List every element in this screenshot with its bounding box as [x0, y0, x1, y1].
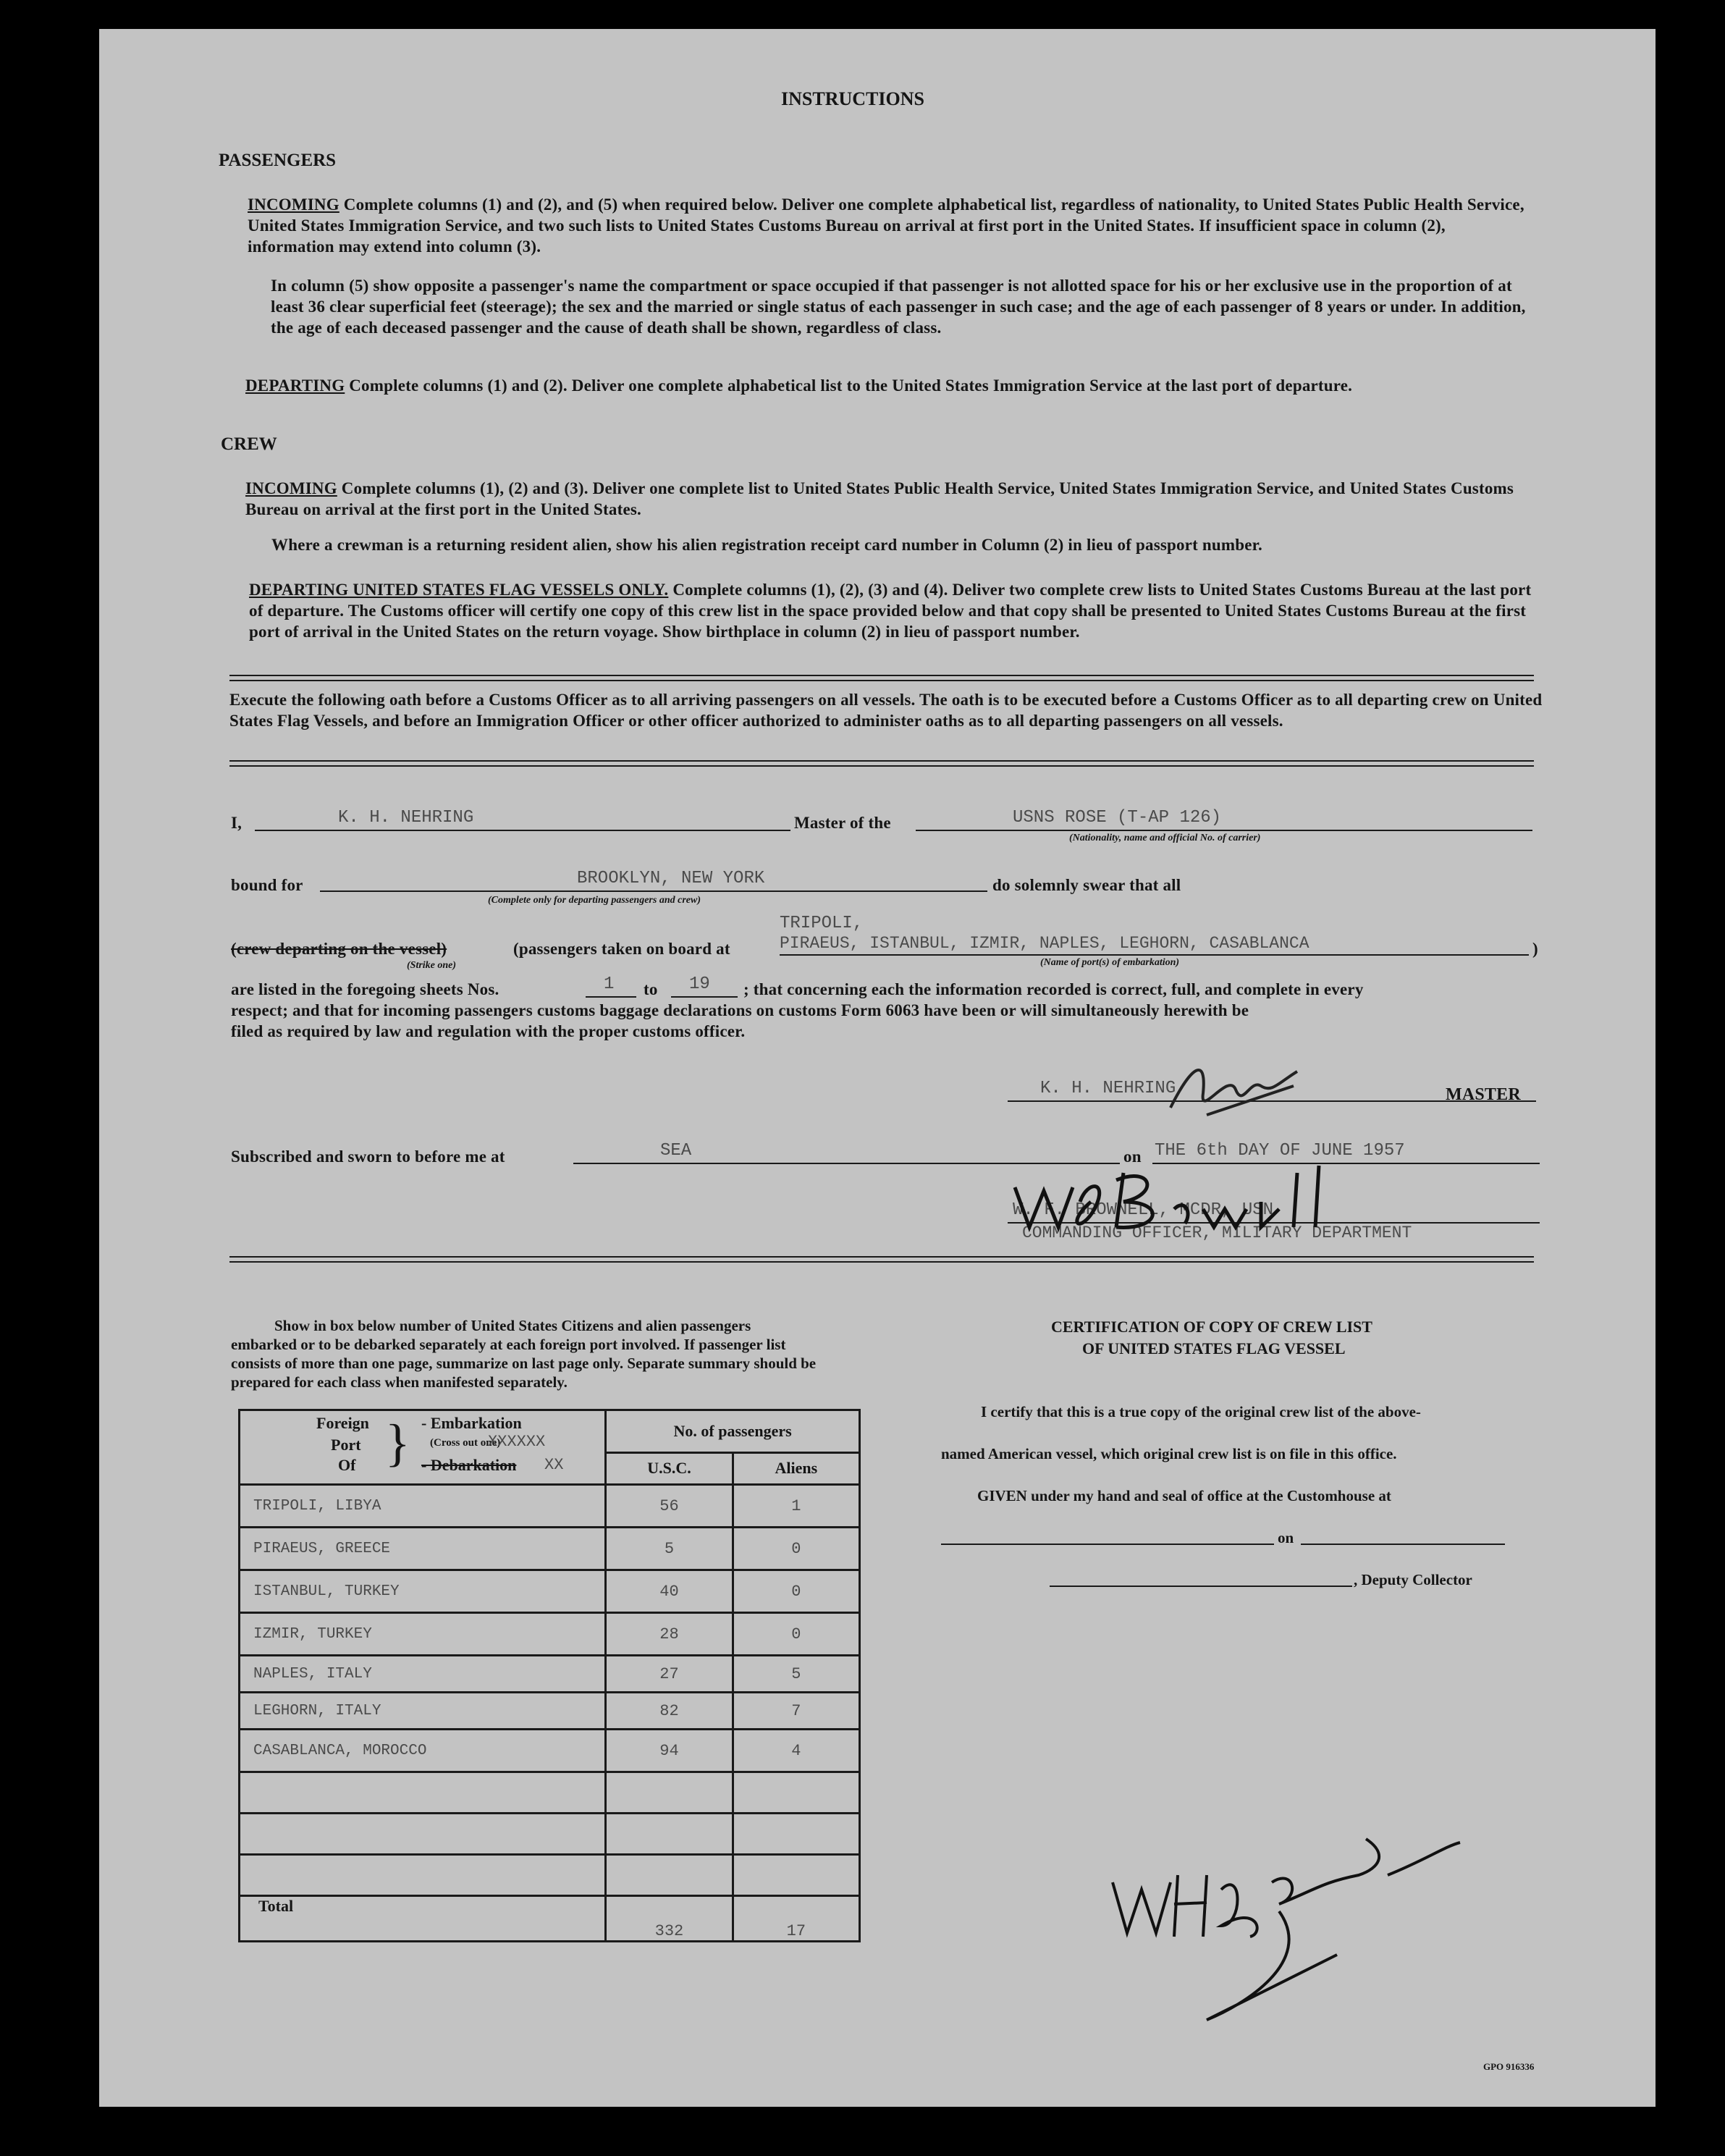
- sworn-date: THE 6th DAY OF JUNE 1957: [1155, 1141, 1405, 1161]
- summary-usc-cell: 40: [606, 1570, 733, 1613]
- summary-aliens-cell: 0: [733, 1613, 859, 1656]
- divider: [229, 760, 1534, 767]
- passengers-departing-text: Complete columns (1) and (2). Deliver one complete alphabetical list to the United States Immigration Service at the last port of departure.: [349, 376, 1353, 395]
- bound-for-label: bound for: [231, 876, 303, 894]
- xx-mark-2: XX: [544, 1456, 564, 1474]
- crew-resident: Where a crewman is a returning resident alien, show his alien registration receipt card number in Column (2) in lieu of passport number.: [271, 536, 1262, 554]
- summary-usc-cell: 82: [606, 1693, 733, 1730]
- cert-title-1: CERTIFICATION OF COPY OF CREW LIST: [1051, 1318, 1372, 1336]
- col-foreign: Foreign: [316, 1414, 369, 1432]
- summary-instructions: Show in box below number of United States Citizens and alien passengers embarked or to be debarked separately at each foreign port involved. If passenger list consists of more than one page, summarize on last page only. Separate summary should be prepared for each class when manifested separately.: [231, 1317, 817, 1391]
- col-port: Port: [331, 1436, 361, 1454]
- cert-line-2: named American vessel, which original crew list is on file in this office.: [941, 1445, 1397, 1462]
- crew-departing: [249, 579, 1534, 642]
- officer-signature: [1008, 1158, 1384, 1238]
- cert-place-line: [941, 1544, 1274, 1545]
- vessel-caption: (Nationality, name and official No. of carrier): [1069, 833, 1261, 843]
- summary-usc-cell: 56: [606, 1485, 733, 1528]
- crew-departing-label: DEPARTING UNITED STATES FLAG VESSELS ONLY.: [249, 581, 669, 599]
- brace: }: [385, 1414, 410, 1472]
- sheet-to: 19: [689, 974, 710, 994]
- officer-title: COMMANDING OFFICER, MILITARY DEPARTMENT: [1022, 1224, 1412, 1242]
- total-row: [240, 1896, 860, 1942]
- summary-aliens-cell: 0: [733, 1528, 859, 1570]
- summary-aliens-cell: 5: [733, 1656, 859, 1693]
- table-row: [240, 1485, 860, 1528]
- strike-caption: (Strike one): [407, 960, 457, 971]
- table-cell: [240, 1814, 606, 1855]
- passengers-col5: In column (5) show opposite a passenger's name the compartment or space occupied if that passenger is not allotted space for his or her exclusive use in the proportion of at least 36 clear superficial feet (steerage); the sex and the married or single status of each passenger in such case; and the age of each passenger of 8 years or under. In addition, the age of each deceased passenger and the cause of death shall be shown, regardless of class.: [271, 277, 1526, 337]
- cert-date-line: [1301, 1544, 1505, 1545]
- col-of: Of: [338, 1456, 356, 1474]
- cross-out-label: (Cross out one): [430, 1437, 501, 1449]
- master-label: MASTER: [1446, 1085, 1521, 1104]
- table-row: [240, 1772, 860, 1814]
- customs-signature: [1098, 1795, 1475, 2027]
- crew-heading: CREW: [221, 434, 277, 454]
- crew-incoming-label: INCOMING: [245, 479, 337, 497]
- sheet-from: 1: [604, 974, 615, 994]
- table-cell: [606, 1855, 733, 1896]
- sheets-line3: filed as required by law and regulation with the proper customs officer.: [231, 1022, 746, 1040]
- swear-label: do solemnly swear that all: [992, 876, 1181, 894]
- vessel-name: USNS ROSE (T-AP 126): [1013, 808, 1222, 828]
- summary-usc-cell: 27: [606, 1656, 733, 1693]
- crew-incoming-text: Complete columns (1), (2) and (3). Deliver one complete list to United States Public Health Service, United States Immigration Service, and United States Customs Bureau on arrival at the first port in the United States.: [245, 479, 1514, 518]
- deputy-label: , Deputy Collector: [1354, 1571, 1472, 1588]
- vessel-line: [916, 830, 1532, 831]
- table-cell: [733, 1772, 859, 1814]
- to-label: to: [644, 980, 658, 998]
- total-label: Total: [240, 1896, 606, 1942]
- summary-port-cell: TRIPOLI, LIBYA: [240, 1485, 606, 1528]
- table-cell: [606, 1814, 733, 1855]
- master-sig-name: K. H. NEHRING: [1040, 1079, 1176, 1098]
- table-row: [240, 1656, 860, 1693]
- crew-incoming: [245, 478, 1530, 520]
- passengers-departing: [245, 375, 1538, 396]
- summary-aliens-cell: 4: [733, 1730, 859, 1772]
- table-header-port: [240, 1410, 606, 1485]
- bound-for-line: [320, 890, 987, 892]
- summary-port-cell: LEGHORN, ITALY: [240, 1693, 606, 1730]
- passengers-incoming-text: Complete columns (1) and (2), and (5) when required below. Deliver one complete alphabetical list, regardless of nationality, to United States Public Health Service, United States Immigration Service, and two such lists to United States Customs Bureau on arrival at first port in the United States. If insufficient space in column (2), information may extend into column (3).: [248, 195, 1524, 256]
- oath-intro: Execute the following oath before a Customs Officer as to all arriving passengers on all vessels. The oath is to be executed before a Customs Officer as to all departing crew on United States Flag Vessels, and before an Immigration Officer or other officer authorized to administer oaths as to all departing passengers on all vessels.: [229, 691, 1543, 730]
- summary-usc-cell: 94: [606, 1730, 733, 1772]
- document-sheet: [99, 29, 1656, 2107]
- summary-port-cell: CASABLANCA, MOROCCO: [240, 1730, 606, 1772]
- sheets-prefix: are listed in the foregoing sheets Nos.: [231, 980, 499, 998]
- sheet-to-line: [671, 996, 738, 998]
- aliens-header: Aliens: [733, 1452, 859, 1484]
- page-title: INSTRUCTIONS: [781, 88, 924, 109]
- summary-port-cell: PIRAEUS, GREECE: [240, 1528, 606, 1570]
- master-name: K. H. NEHRING: [338, 808, 474, 828]
- officer-name: W. F. BROWNELL, MCDR, USN: [1013, 1200, 1274, 1220]
- passengers-incoming: [248, 194, 1536, 257]
- port-tripoli: TRIPOLI,: [780, 914, 864, 933]
- table-cell: [606, 1772, 733, 1814]
- summary-usc-cell: 28: [606, 1613, 733, 1656]
- master-signature: [1163, 1050, 1308, 1129]
- master-name-line: [255, 830, 790, 831]
- on-label: on: [1123, 1148, 1142, 1166]
- summary-aliens-cell: 7: [733, 1693, 859, 1730]
- bound-for: BROOKLYN, NEW YORK: [577, 869, 765, 888]
- sheets-line2: respect; and that for incoming passengers customs baggage declarations on customs Form 6063 have been or will simultaneously herewith be: [231, 1001, 1249, 1019]
- cert-title-2: OF UNITED STATES FLAG VESSEL: [1082, 1339, 1346, 1357]
- ports-line: [780, 954, 1529, 956]
- cert-on-label: on: [1278, 1529, 1294, 1546]
- summary-port-cell: IZMIR, TURKEY: [240, 1613, 606, 1656]
- no-passengers-header: No. of passengers: [606, 1410, 860, 1453]
- oath-i-label: I,: [231, 814, 242, 832]
- subscribed-label: Subscribed and sworn to before me at: [231, 1148, 505, 1166]
- total-usc: 332: [606, 1896, 733, 1942]
- debarkation-label: - Debarkation: [421, 1456, 517, 1474]
- cert-line-3: GIVEN under my hand and seal of office at the Customhouse at: [977, 1487, 1391, 1504]
- bound-caption: (Complete only for departing passengers and crew): [488, 895, 701, 906]
- summary-usc-cell: 5: [606, 1528, 733, 1570]
- passengers-heading: PASSENGERS: [219, 151, 337, 170]
- divider: [229, 675, 1534, 681]
- cert-line-1: I certify that this is a true copy of the original crew list of the above-: [981, 1403, 1421, 1420]
- footer-code: GPO 916336: [1483, 2061, 1535, 2072]
- passengers-taken: (passengers taken on board at: [513, 940, 730, 958]
- ports-caption: (Name of port(s) of embarkation): [1040, 957, 1180, 968]
- divider: [229, 1256, 1534, 1263]
- usc-header: U.S.C.: [606, 1452, 733, 1484]
- sheet-from-line: [586, 996, 636, 998]
- table-row: [240, 1814, 860, 1855]
- crew-departing-text: Complete columns (1), (2), (3) and (4). Deliver two complete crew lists to United States Customs Bureau at the last port of departure. The Customs officer will certify one copy of this crew list in the space provided below and that copy shall be presented to United States Customs Bureau at the first port of arrival in the United States on the return voyage. Show birthplace in column (2) in lieu of passport number.: [249, 581, 1532, 641]
- total-aliens: 17: [733, 1896, 859, 1942]
- sheets-suffix: ; that concerning each the information recorded is correct, full, and complete in every: [743, 980, 1364, 998]
- table-cell: [733, 1855, 859, 1896]
- passengers-incoming-label: INCOMING: [248, 195, 339, 214]
- ports-list: PIRAEUS, ISTANBUL, IZMIR, NAPLES, LEGHORN, CASABLANCA: [780, 934, 1309, 953]
- passenger-summary-table: [238, 1409, 861, 1942]
- table-row: [240, 1855, 860, 1896]
- summary-aliens-cell: 1: [733, 1485, 859, 1528]
- crew-departing-struck: (crew departing on the vessel): [231, 940, 447, 958]
- table-row: [240, 1613, 860, 1656]
- close-paren: ): [1532, 940, 1538, 958]
- xx-mark-1: XXXXXX: [488, 1433, 546, 1451]
- deputy-line: [1050, 1586, 1352, 1587]
- table-cell: [240, 1855, 606, 1896]
- table-row: [240, 1693, 860, 1730]
- master-of-label: Master of the: [794, 814, 891, 832]
- table-row: [240, 1570, 860, 1613]
- summary-port-cell: ISTANBUL, TURKEY: [240, 1570, 606, 1613]
- embarkation-label: - Embarkation: [421, 1414, 522, 1432]
- table-row: [240, 1528, 860, 1570]
- passengers-departing-label: DEPARTING: [245, 376, 345, 395]
- summary-port-cell: NAPLES, ITALY: [240, 1656, 606, 1693]
- table-row: [240, 1730, 860, 1772]
- table-cell: [733, 1814, 859, 1855]
- summary-aliens-cell: 0: [733, 1570, 859, 1613]
- sworn-at: SEA: [660, 1141, 692, 1161]
- table-cell: [240, 1772, 606, 1814]
